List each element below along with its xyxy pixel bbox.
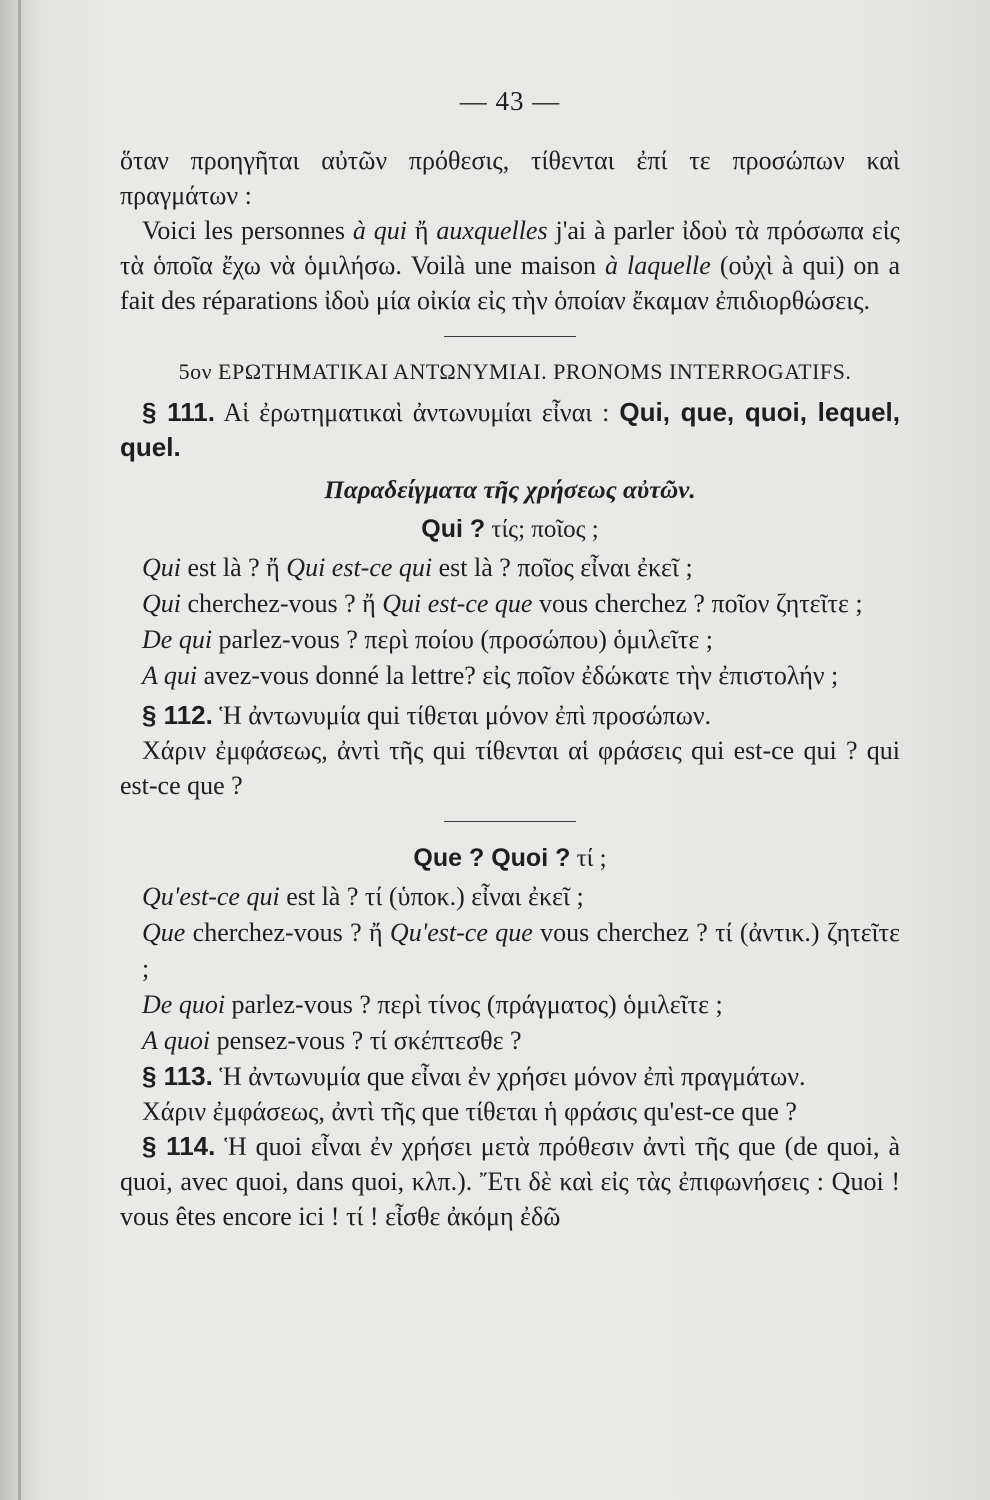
text-run: Ἡ ἀντωνυμία que εἶναι ἐν χρήσει μόνον ἐπὶ πραγμάτων. (212, 1062, 806, 1091)
example-line (120, 879, 900, 915)
text-run: Ἡ quoi εἶναι ἐν χρήσει μετὰ πρόθεσιν ἀντὶ τῆς que (de quoi, à quoi, avec quoi, dans quoi, κλπ.). Ἔτι δὲ καὶ εἰς τὰς ἐπιφωνήσεις : Quoi ! vous êtes encore ici ! τί ! εἶσθε ἀκόμη ἐδῶ (120, 1132, 900, 1231)
italic-run: Qui est-ce qui (286, 553, 433, 582)
text-run: vous cherchez ? τί (ἀντικ.) ζητεῖτε ; (142, 918, 900, 983)
italic-run: Qui est-ce que (382, 589, 533, 618)
italic-run: A qui (142, 661, 198, 690)
heading-greek: τί ; (570, 845, 607, 872)
example-line (120, 658, 900, 694)
example-line (120, 1023, 900, 1059)
divider-rule (444, 336, 576, 337)
example-line (120, 915, 900, 987)
page-content (120, 86, 900, 1234)
section-114 (120, 1129, 900, 1234)
heading-greek: τίς; ποῖος ; (485, 516, 599, 543)
text-run: est là ? ἤ (181, 553, 287, 582)
text-run: Αἱ ἐρωτηματικαὶ ἀντωνυμίαι εἶναι : (214, 398, 620, 427)
paragraph-intro: ὅταν προηγῆται αὐτῶν πρόθεσις, τίθενται ἐπί τε προσώπων καὶ πραγμάτων : (120, 146, 900, 210)
text-run: est là ? ποῖος εἶναι ἐκεῖ ; (432, 553, 693, 582)
examples-title: Παραδείγματα τῆς χρήσεως αὐτῶν. (324, 477, 696, 504)
italic-run: auxquelles (436, 216, 548, 245)
section-112 (120, 698, 900, 733)
section-number: § 111. (142, 397, 215, 427)
example-line (120, 987, 900, 1023)
italic-run: Qu'est-ce que (389, 918, 533, 947)
section-113-cont: Χάριν ἐμφάσεως, ἀντὶ τῆς que τίθεται ἡ φράσις qu'est-ce que ? (142, 1097, 797, 1126)
que-examples (120, 879, 900, 1059)
section-heading: 5ον ΕΡΩΤΗΜΑΤΙΚΑΙ ΑΝΤΩΝΥΜΙΑΙ. PRONOMS INTERROGATIFS. (178, 359, 852, 384)
section-111 (120, 395, 900, 465)
text-run: (οὐχὶ à qui) on a fait des réparations ἰδοὺ μία οἰκία εἰς τὴν ὁποίαν ἔκαμαν ἐπιδιορθώσεις. (120, 251, 900, 315)
example-line (120, 550, 900, 586)
text-run: Ἡ ἀντωνυμία qui τίθεται μόνον ἐπὶ προσώπων. (212, 701, 712, 730)
section-112-cont: Χάριν ἐμφάσεως, ἀντὶ τῆς qui τίθενται αἱ φράσεις qui est-ce qui ? qui est-ce que ? (120, 736, 900, 800)
que-heading (120, 844, 900, 873)
text-run: est là ? τί (ὑποκ.) εἶναι ἐκεῖ ; (279, 882, 584, 911)
italic-run: Qui (142, 553, 181, 582)
heading-word: Que ? Quoi ? (413, 844, 571, 872)
section-number: § 114. (142, 1131, 216, 1161)
section-number: § 112. (142, 700, 213, 730)
text-run: pensez-vous ? τί σκέπτεσθε ? (210, 1026, 522, 1055)
paragraph-voici (120, 213, 900, 318)
italic-run: De quoi (142, 990, 226, 1019)
text-run: avez-vous donné la lettre? εἰς ποῖον ἐδώκατε τὴν ἐπιστολήν ; (197, 661, 839, 690)
page-number: — 43 — (459, 86, 561, 116)
example-line (120, 622, 900, 658)
text-run: cherchez-vous ? ἤ (181, 589, 383, 618)
text-run: cherchez-vous ? ἤ (185, 918, 390, 947)
text-run: ἤ (407, 216, 437, 245)
text-run: parlez-vous ? περὶ τίνος (πράγματος) ὁμιλεῖτε ; (225, 990, 723, 1019)
text-run: parlez-vous ? περὶ ποίου (προσώπου) ὁμιλεῖτε ; (212, 625, 713, 654)
italic-run: à laquelle (605, 251, 711, 280)
qui-examples (120, 550, 900, 694)
text-run: Voici les personnes (142, 216, 353, 245)
italic-run: Que (142, 918, 186, 947)
text-run: vous cherchez ? ποῖον ζητεῖτε ; (532, 589, 863, 618)
text-run: j'ai à parler ἰδοὺ τὰ πρόσωπα εἰς τὰ ὁποῖα ἔχω νὰ ὁμιλήσω. Voilà une maison (120, 216, 900, 280)
section-113 (120, 1059, 900, 1094)
italic-run: A quoi (142, 1026, 211, 1055)
binding-edge (18, 0, 21, 1500)
italic-run: De qui (142, 625, 213, 654)
italic-run: à qui (352, 216, 408, 245)
pronoun-forms: Qui, que, quoi, lequel, quel. (120, 397, 901, 462)
section-number: § 113. (142, 1061, 213, 1091)
italic-run: Qui (142, 589, 181, 618)
italic-run: Qu'est-ce qui (142, 882, 280, 911)
divider-rule (444, 821, 576, 822)
example-line (120, 586, 900, 622)
heading-word: Qui ? (421, 515, 486, 543)
qui-heading (120, 515, 900, 544)
